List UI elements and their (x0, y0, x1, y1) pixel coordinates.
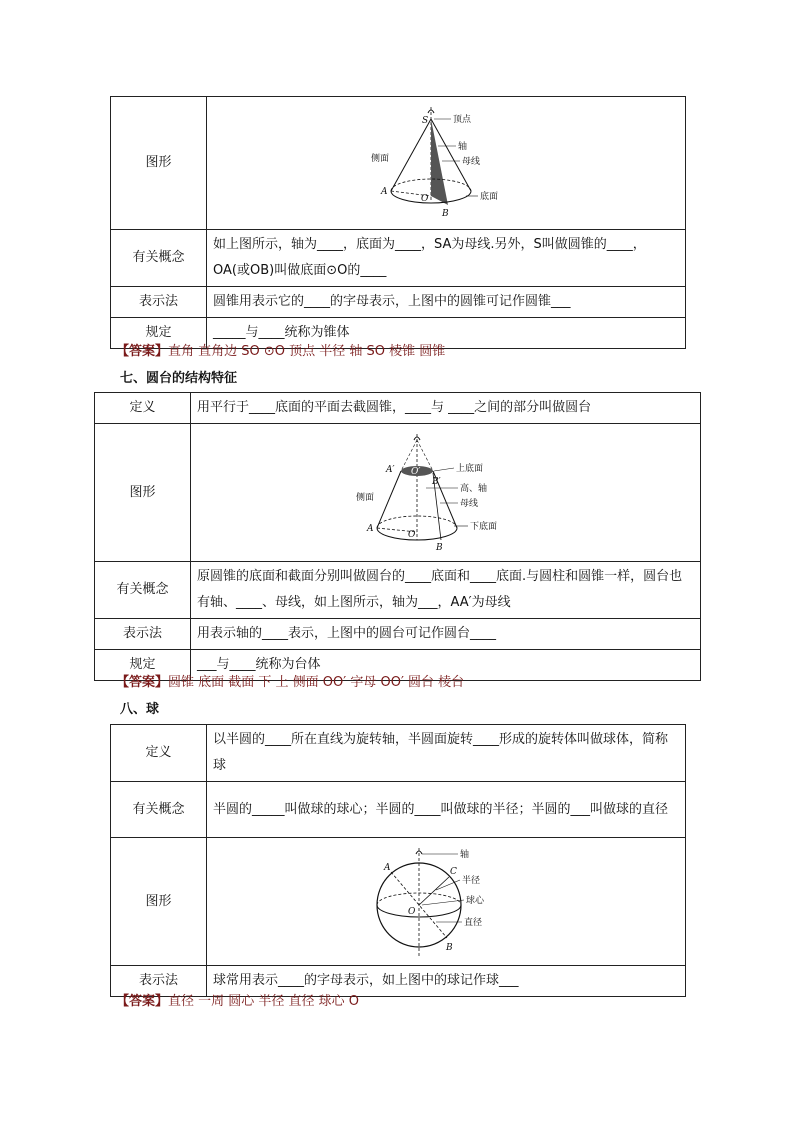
cone-label-s: S (422, 115, 429, 126)
sphere-table (110, 724, 686, 997)
row-label: 有关概念 (111, 782, 207, 838)
cone-label-side: 侧面 (371, 153, 390, 164)
row-label: 图形 (111, 97, 207, 230)
cone-label-vertex: 顶点 (453, 114, 472, 125)
answer-text: 圆锥 底面 截面 下 上 侧面 OO′ 字母 OO′ 圆台 棱台 (168, 675, 465, 690)
answer-text: 直角 直角边 SO ⊙O 顶点 半径 轴 SO 棱锥 圆锥 (168, 344, 446, 359)
table-row (95, 393, 701, 424)
row-label: 有关概念 (95, 562, 191, 619)
frustum-label-o1: O′ (410, 466, 420, 477)
row-label: 规定 (111, 318, 207, 349)
frustum-answer (116, 671, 464, 690)
sphere-figure (366, 842, 526, 962)
table-row (111, 230, 686, 287)
answer-text: 直径 一周 圆心 半径 直径 球心 O (168, 994, 360, 1009)
cone-label-base: 底面 (480, 191, 499, 202)
cone-table (110, 96, 686, 349)
sphere-label-radius: 半径 (462, 875, 481, 886)
cone-label-b: B (442, 208, 449, 219)
table-row (111, 725, 686, 782)
table-row (111, 782, 686, 838)
frustum-label-b: B (435, 542, 443, 553)
sphere-label-axis: 轴 (460, 849, 470, 860)
cone-figure (366, 101, 526, 226)
frustum-figure-cell (191, 424, 701, 562)
table-row (95, 424, 701, 562)
row-text: _____与____统称为锥体 (207, 318, 686, 349)
row-text: 用表示轴的____表示，上图中的圆台可记作圆台____ (191, 619, 701, 650)
cone-figure-cell (207, 97, 686, 230)
frustum-label-a: A (366, 523, 373, 534)
row-label: 图形 (95, 424, 191, 562)
sphere-figure-cell (207, 838, 686, 966)
sphere-label-center: 球心 (466, 895, 485, 906)
frustum-figure (356, 428, 536, 558)
table-row (111, 287, 686, 318)
sphere-answer (116, 990, 359, 1009)
table-row (95, 619, 701, 650)
table-row (111, 838, 686, 966)
frustum-label-b1: B′ (431, 476, 441, 487)
sphere-label-a: A (384, 862, 391, 873)
row-label: 定义 (95, 393, 191, 424)
row-label: 图形 (111, 838, 207, 966)
row-label: 定义 (111, 725, 207, 782)
cone-label-a: A (381, 186, 388, 197)
sphere-label-o: O (408, 906, 416, 917)
frustum-label-generatrix: 母线 (459, 498, 478, 509)
cone-label-axis: 轴 (458, 141, 468, 152)
row-text: 如上图所示，轴为____，底面为____，SA为母线.另外，S叫做圆锥的____，OA(或OB)叫做底面⊙O的____ (207, 230, 686, 287)
frustum-label-a1: A′ (385, 464, 395, 475)
table-row (95, 562, 701, 619)
row-label: 表示法 (111, 966, 207, 997)
row-label: 有关概念 (111, 230, 207, 287)
row-label: 表示法 (111, 287, 207, 318)
frustum-label-side: 侧面 (355, 492, 374, 503)
row-text: 原圆锥的底面和截面分别叫做圆台的____底面和____底面.与圆柱和圆锥一样，圆台也有轴、____、母线，如上图所示，轴为___，AA′为母线 (191, 562, 701, 619)
frustum-label-height: 高、轴 (459, 483, 487, 494)
frustum-table (94, 392, 701, 681)
cone-label-generatrix: 母线 (462, 156, 481, 167)
row-label: 规定 (95, 650, 191, 681)
cone-label-o: O (421, 193, 429, 204)
row-text: 圆锥用表示它的____的字母表示，上图中的圆锥可记作圆锥___ (207, 287, 686, 318)
sphere-label-diameter: 直径 (464, 917, 483, 928)
answer-key: 【答案】 (116, 675, 169, 690)
sphere-label-c: C (450, 866, 457, 877)
row-text: 球常用表示____的字母表示，如上图中的球记作球___ (207, 966, 686, 997)
row-text: 半圆的_____叫做球的球心；半圆的____叫做球的半径；半圆的___叫做球的直径 (207, 782, 686, 838)
sphere-label-b: B (446, 942, 453, 953)
row-text: 用平行于____底面的平面去截圆锥，____与 ____之间的部分叫做圆台 (191, 393, 701, 424)
answer-key: 【答案】 (116, 344, 169, 359)
answer-key: 【答案】 (116, 994, 169, 1009)
table-row (111, 97, 686, 230)
frustum-title: 七、圆台的结构特征 (120, 371, 238, 386)
frustum-label-o: O (407, 529, 415, 540)
cone-answer (116, 340, 445, 359)
row-text: 以半圆的____所在直线为旋转轴，半圆面旋转____形成的旋转体叫做球体，简称球 (207, 725, 686, 782)
row-text: ___与____统称为台体 (191, 650, 701, 681)
row-label: 表示法 (95, 619, 191, 650)
sphere-title: 八、球 (120, 702, 160, 717)
frustum-label-bottom: 下底面 (469, 521, 497, 532)
frustum-label-top: 上底面 (455, 463, 483, 474)
